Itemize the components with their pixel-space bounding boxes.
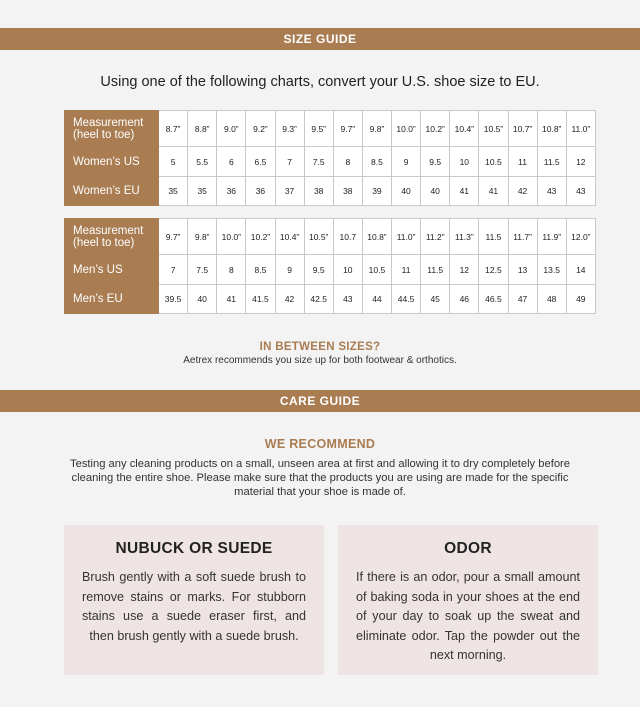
table-cell: 11.3” — [450, 219, 479, 255]
table-cell: 6 — [217, 147, 246, 177]
care-card-title: NUBUCK OR SUEDE — [115, 540, 273, 557]
row-label: Women’s EU — [65, 177, 159, 206]
table-cell: 40 — [188, 285, 217, 314]
table-cell: 41 — [479, 177, 508, 206]
table-cell: 8.7” — [159, 111, 188, 147]
table-cell: 49 — [566, 285, 595, 314]
table-cell: 35 — [188, 177, 217, 206]
table-cell: 9 — [392, 147, 421, 177]
care-card-nubuck-suede — [64, 525, 324, 675]
table-cell: 43 — [537, 177, 566, 206]
table-cell: 10.0” — [217, 219, 246, 255]
care-guide-title: CARE GUIDE — [279, 394, 361, 408]
men-size-table — [64, 218, 596, 314]
table-cell: 7 — [275, 147, 304, 177]
care-card-text: If there is an odor, pour a small amount of baking soda in your shoes at the end of your day to soak up the sweat and eliminate odor. Tap the powder out the next morning. — [356, 570, 580, 662]
table-cell: 41 — [450, 177, 479, 206]
row-label: Men’s EU — [65, 285, 159, 314]
table-cell: 14 — [566, 255, 595, 285]
table-cell: 9.7” — [159, 219, 188, 255]
table-cell: 13 — [508, 255, 537, 285]
table-cell: 10.2” — [246, 219, 275, 255]
table-cell: 44 — [362, 285, 391, 314]
table-cell: 11.9” — [537, 219, 566, 255]
table-cell: 47 — [508, 285, 537, 314]
table-row — [65, 255, 596, 285]
care-card-odor — [338, 525, 598, 675]
table-cell: 11.5 — [421, 255, 450, 285]
table-cell: 9.3” — [275, 111, 304, 147]
row-label: Measurement (heel to toe) — [65, 111, 159, 147]
table-cell: 5 — [159, 147, 188, 177]
table-cell: 35 — [159, 177, 188, 206]
table-cell: 11.5 — [479, 219, 508, 255]
table-cell: 12.0” — [566, 219, 595, 255]
table-cell: 10.2” — [421, 111, 450, 147]
care-card-title: ODOR — [444, 540, 492, 557]
table-cell: 43 — [333, 285, 362, 314]
table-cell: 36 — [246, 177, 275, 206]
table-cell: 10.5” — [479, 111, 508, 147]
table-cell: 11.0” — [392, 219, 421, 255]
row-label: Women’s US — [65, 147, 159, 177]
we-recommend-title: WE RECOMMEND — [264, 437, 376, 451]
table-cell: 42 — [508, 177, 537, 206]
table-cell: 7 — [159, 255, 188, 285]
table-cell: 38 — [333, 177, 362, 206]
table-cell: 9.5 — [421, 147, 450, 177]
table-cell: 36 — [217, 177, 246, 206]
table-cell: 40 — [421, 177, 450, 206]
size-guide-intro: Using one of the following charts, convert your U.S. shoe size to EU. — [100, 74, 540, 90]
table-cell: 10.5 — [479, 147, 508, 177]
size-guide-header — [0, 28, 640, 50]
table-row — [65, 111, 596, 147]
table-cell: 10.8” — [537, 111, 566, 147]
table-cell: 8.5 — [362, 147, 391, 177]
table-cell: 12 — [566, 147, 595, 177]
table-cell: 40 — [392, 177, 421, 206]
in-between-sizes-text: Aetrex recommends you size up for both footwear & orthotics. — [183, 355, 457, 366]
table-cell: 9.8” — [362, 111, 391, 147]
table-cell: 11 — [508, 147, 537, 177]
table-cell: 46 — [450, 285, 479, 314]
table-row — [65, 219, 596, 255]
table-cell: 9 — [275, 255, 304, 285]
table-cell: 13.5 — [537, 255, 566, 285]
table-cell: 10.7 — [333, 219, 362, 255]
table-cell: 11.7” — [508, 219, 537, 255]
table-cell: 7.5 — [304, 147, 333, 177]
table-cell: 9.5 — [304, 255, 333, 285]
table-cell: 9.0” — [217, 111, 246, 147]
table-cell: 41 — [217, 285, 246, 314]
table-cell: 9.7” — [333, 111, 362, 147]
table-cell: 44.5 — [392, 285, 421, 314]
table-cell: 38 — [304, 177, 333, 206]
table-cell: 11.2” — [421, 219, 450, 255]
table-cell: 39.5 — [159, 285, 188, 314]
table-cell: 11 — [392, 255, 421, 285]
table-cell: 5.5 — [188, 147, 217, 177]
table-cell: 8.5 — [246, 255, 275, 285]
table-cell: 10.8” — [362, 219, 391, 255]
table-cell: 42.5 — [304, 285, 333, 314]
table-cell: 10 — [450, 147, 479, 177]
table-cell: 39 — [362, 177, 391, 206]
table-cell: 10.7” — [508, 111, 537, 147]
table-cell: 37 — [275, 177, 304, 206]
table-cell: 10.5” — [304, 219, 333, 255]
row-label: Men’s US — [65, 255, 159, 285]
table-cell: 12.5 — [479, 255, 508, 285]
care-guide-header — [0, 390, 640, 412]
table-cell: 8 — [217, 255, 246, 285]
table-cell: 12 — [450, 255, 479, 285]
table-row — [65, 147, 596, 177]
table-cell: 41.5 — [246, 285, 275, 314]
table-cell: 10.4” — [450, 111, 479, 147]
table-cell: 9.8” — [188, 219, 217, 255]
care-card-text: Brush gently with a soft suede brush to remove stains or marks. For stubborn stains use a suede eraser first, and then brush gently with a suede brush. — [82, 570, 306, 643]
table-cell: 11.5 — [537, 147, 566, 177]
table-cell: 46.5 — [479, 285, 508, 314]
table-cell: 11.0” — [566, 111, 595, 147]
table-cell: 9.5” — [304, 111, 333, 147]
table-cell: 10.4” — [275, 219, 304, 255]
table-cell: 8 — [333, 147, 362, 177]
table-cell: 9.2” — [246, 111, 275, 147]
table-cell: 43 — [566, 177, 595, 206]
table-cell: 8.8” — [188, 111, 217, 147]
table-row — [65, 177, 596, 206]
in-between-sizes-title: IN BETWEEN SIZES? — [259, 341, 381, 353]
table-cell: 6.5 — [246, 147, 275, 177]
table-cell: 10.5 — [362, 255, 391, 285]
women-size-table — [64, 110, 596, 206]
table-cell: 7.5 — [188, 255, 217, 285]
table-cell: 45 — [421, 285, 450, 314]
row-label: Measurement (heel to toe) — [65, 219, 159, 255]
table-cell: 48 — [537, 285, 566, 314]
table-cell: 42 — [275, 285, 304, 314]
size-guide-title: SIZE GUIDE — [283, 32, 357, 46]
table-cell: 10 — [333, 255, 362, 285]
table-row — [65, 285, 596, 314]
table-cell: 10.0” — [392, 111, 421, 147]
we-recommend-text: Testing any cleaning products on a small, unseen area at first and allowing it to dry completely before cleaning the entire shoe. Please make sure that the products you are using are made for the specific material that your shoe is made of. — [70, 458, 570, 499]
